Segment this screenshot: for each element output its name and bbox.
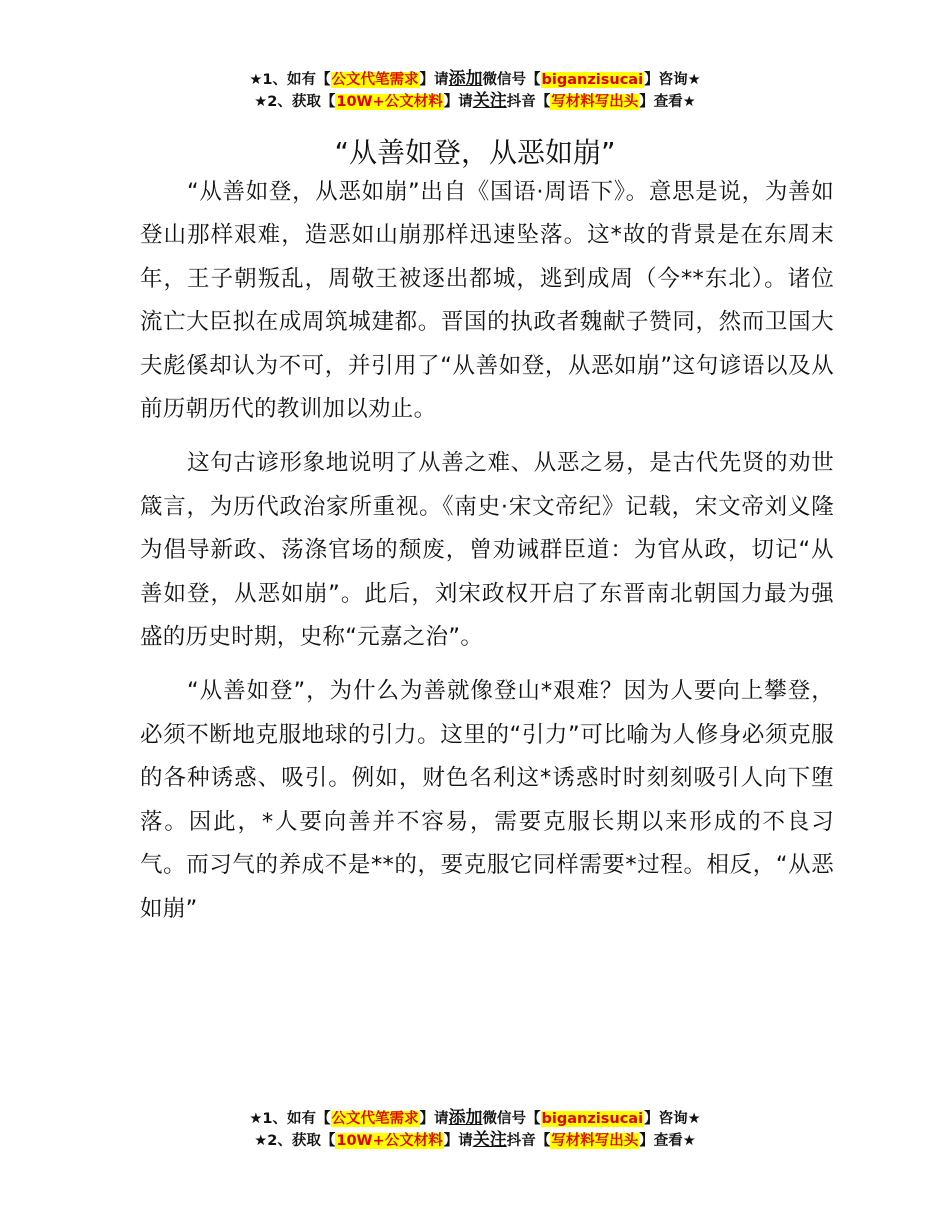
footer-banner bbox=[0, 1107, 950, 1151]
highlight-douyin-account: 写材料写出头 bbox=[551, 1133, 639, 1149]
paragraph-1: “从善如登，从恶如崩”出自《国语·周语下》。意思是说，为善如登山那样艰难，造恶如山崩那样迅速坠落。这*故的背景是在东周末年，王子朝叛乱，周敬王被逐出都城，逃到成周（今**东北）。诸位流亡大臣拟在成周筑城建都。晋国的执政者魏献子赞同，然而卫国大夫彪傒却认为不可，并引用了“从善如登，从恶如崩”这句谚语以及从前历朝历代的教训加以劝止。 bbox=[140, 179, 834, 423]
highlight-ghostwriting: 公文代笔需求 bbox=[331, 72, 419, 88]
highlight-douyin-account: 写材料写出头 bbox=[551, 94, 639, 110]
paragraph-3: “从善如登”，为什么为善就像登山*艰难？因为人要向上攀登，必须不断地克服地球的引力。这里的“引力”可比喻为人修身必须克服的各种诱惑、吸引。例如，财色名利这*诱惑时时刻刻吸引人向下堕落。因此，*人要向善并不容易，需要克服长期以来形成的不良习气。而习气的养成不是**的，要克服它同样需要*过程。相反，“从恶如崩” bbox=[140, 678, 834, 922]
paragraph-2: 这句古谚形象地说明了从善之难、从恶之易，是古代先贤的劝世箴言，为历代政治家所重视。《南史·宋文帝纪》记载，宋文帝刘义隆为倡导新政、荡涤官场的颓废，曾劝诫群臣道：为官从政，切记“从善如登，从恶如崩”。此后，刘宋政权开启了东晋南北朝国力最为强盛的历史时期，史称“元嘉之治”。 bbox=[140, 450, 834, 651]
document-body bbox=[140, 171, 834, 942]
page-title: “从善如登，从恶如崩” bbox=[334, 135, 616, 169]
highlight-wechat-id: biganzisucai bbox=[541, 1111, 644, 1127]
footer-line-1: ★1、如有【公文代笔需求】请添加微信号【biganzisucai】咨询★ bbox=[249, 1108, 701, 1128]
highlight-materials: 10W+公文材料 bbox=[336, 94, 443, 110]
footer-line-2: ★2、获取【10W+公文材料】请关注抖音【写材料写出头】查看★ bbox=[254, 1130, 696, 1150]
banner-line-1: ★1、如有【公文代笔需求】请添加微信号【biganzisucai】咨询★ bbox=[249, 69, 701, 89]
highlight-ghostwriting: 公文代笔需求 bbox=[331, 1111, 419, 1127]
highlight-materials: 10W+公文材料 bbox=[336, 1133, 443, 1149]
highlight-wechat-id: biganzisucai bbox=[541, 72, 644, 88]
header-banner bbox=[0, 68, 950, 112]
banner-line-2: ★2、获取【10W+公文材料】请关注抖音【写材料写出头】查看★ bbox=[254, 91, 696, 111]
